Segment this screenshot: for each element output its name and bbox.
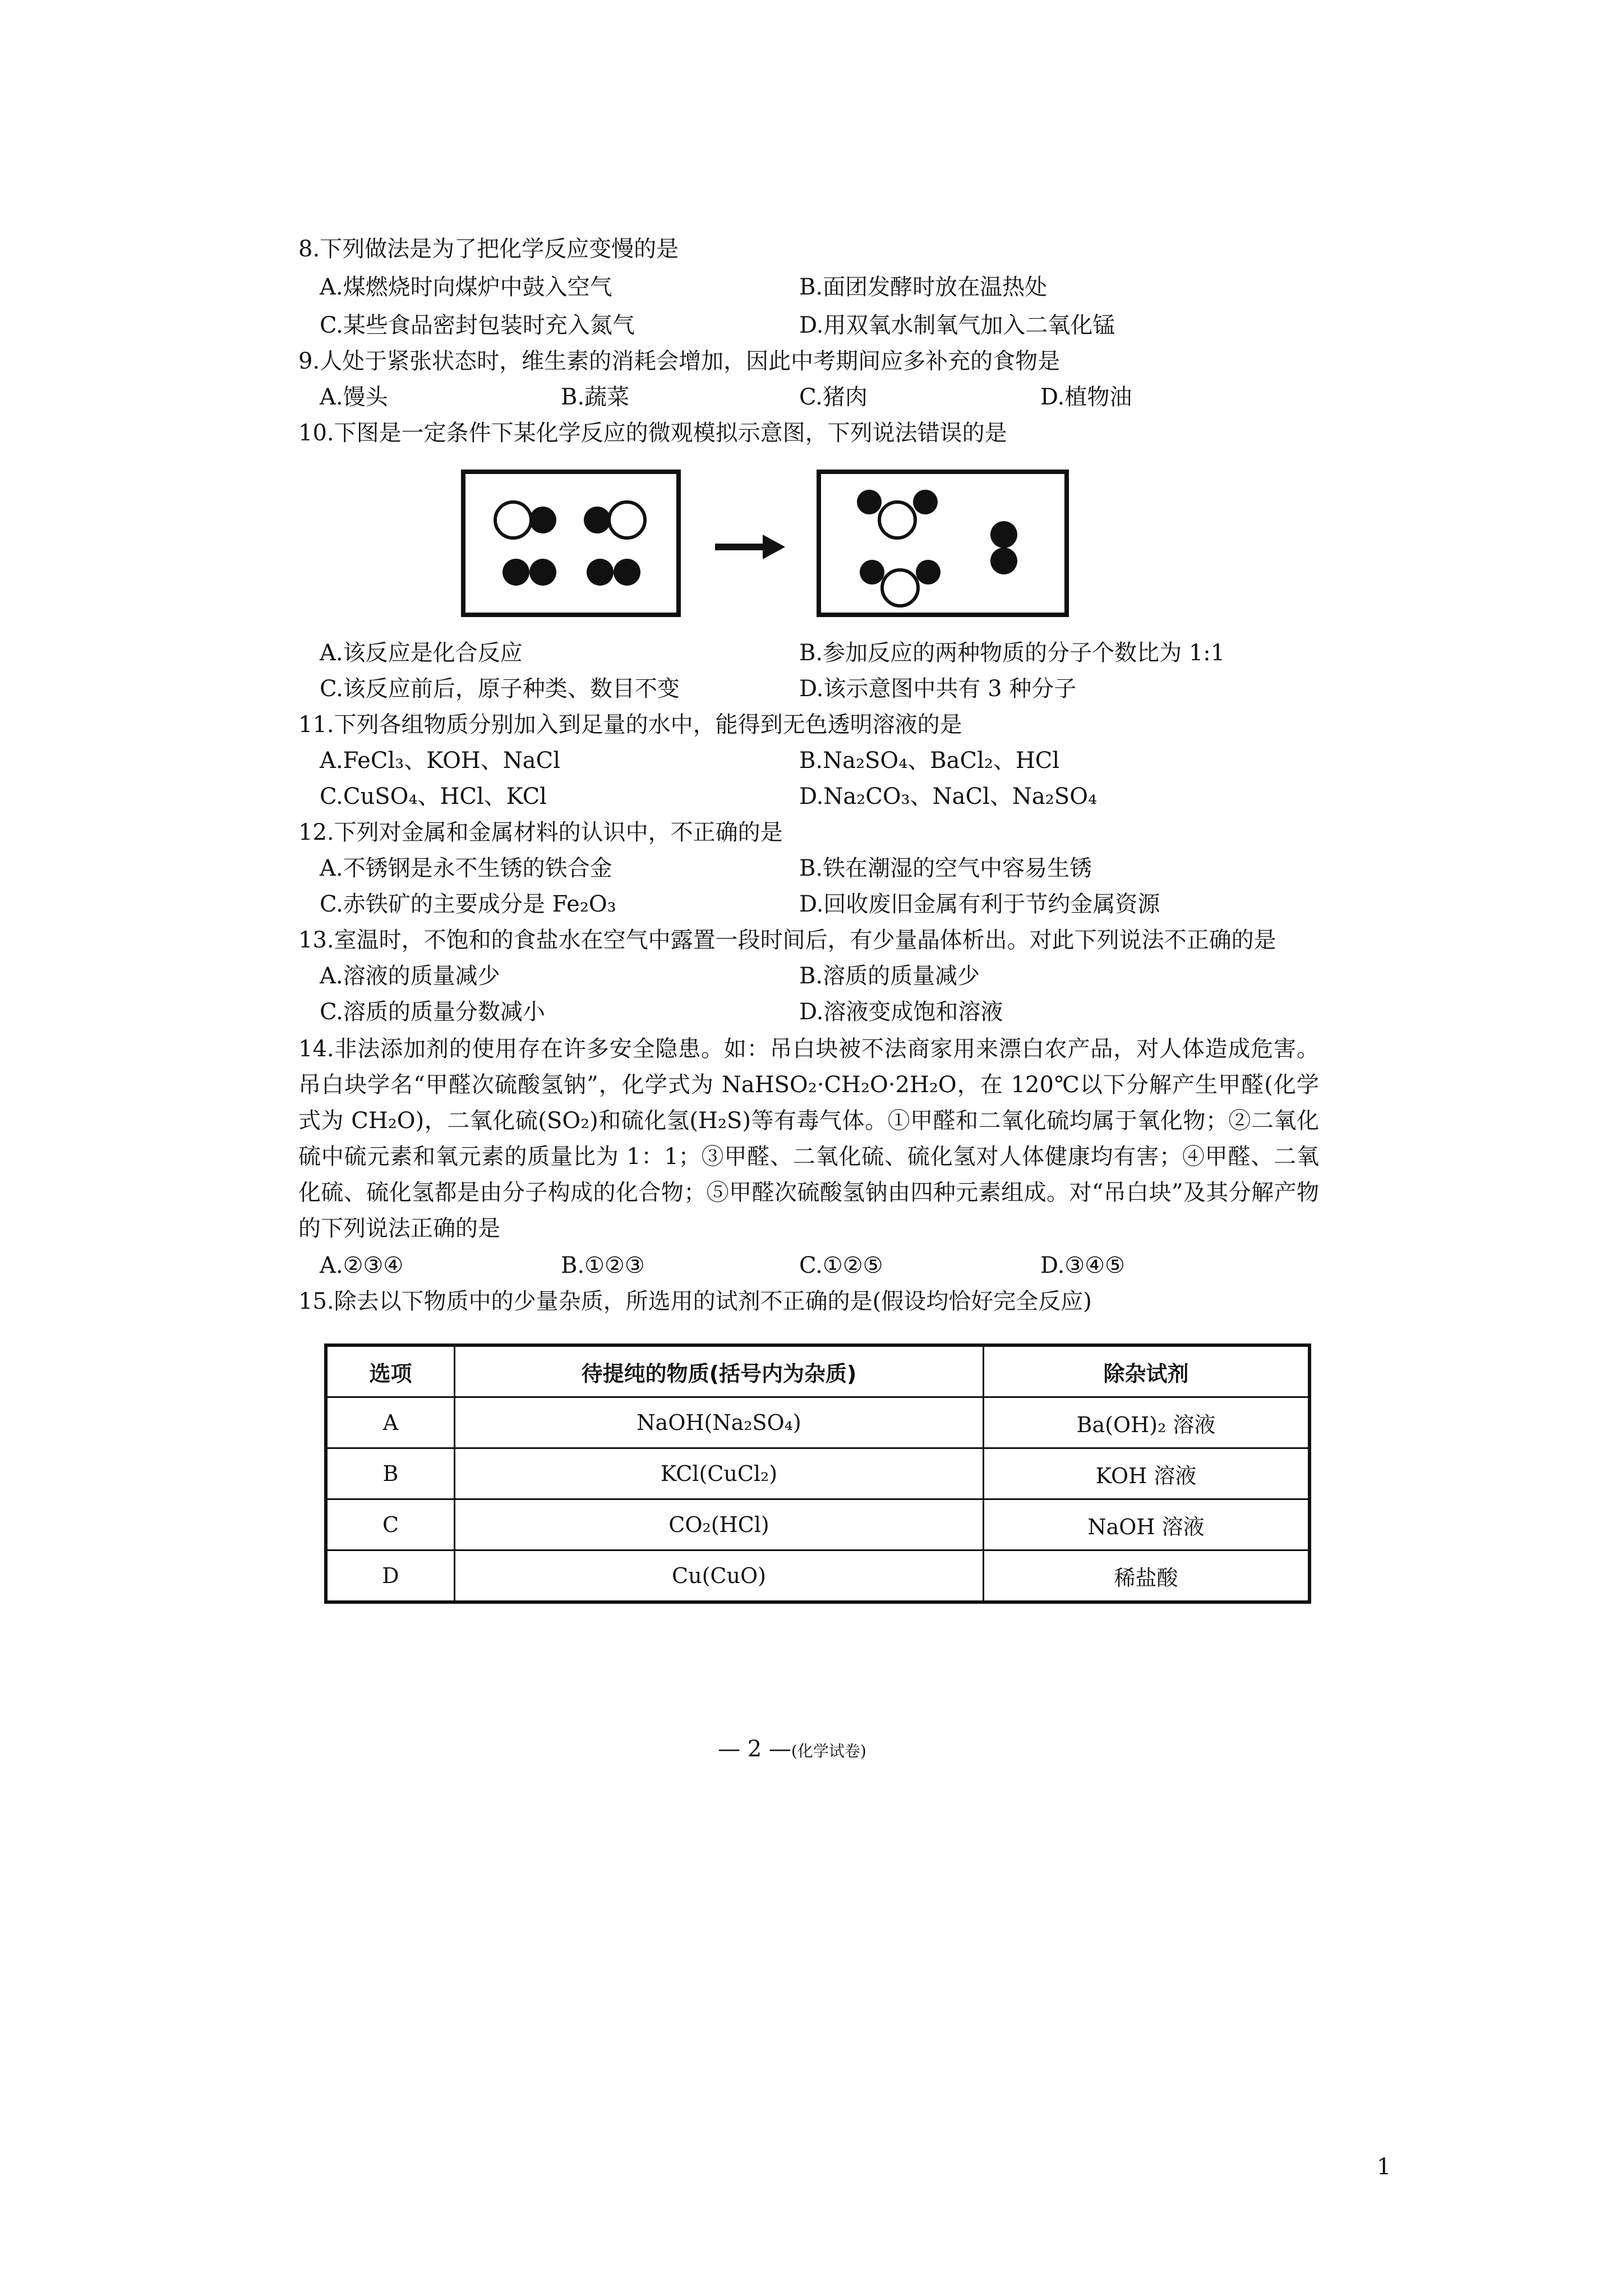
footer-subject-label: (化学试卷) <box>791 1742 866 1760</box>
page-footer <box>718 1736 866 1762</box>
question-12-option-d: D.回收废旧金属有利于节约金属资源 <box>799 891 1160 917</box>
reaction-micro-diagram <box>460 468 1071 620</box>
question-10-stem: 10.下图是一定条件下某化学反应的微观模拟示意图，下列说法错误的是 <box>298 420 1007 446</box>
question-13-option-d: D.溶液变成饱和溶液 <box>799 999 1003 1025</box>
question-12-option-b: B.铁在潮湿的空气中容易生锈 <box>799 855 1092 881</box>
reaction-arrow-icon <box>715 535 785 559</box>
question-11-stem: 11.下列各组物质分别加入到足量的水中，能得到无色透明溶液的是 <box>298 712 962 738</box>
question-10-option-d: D.该示意图中共有 3 种分子 <box>799 676 1077 702</box>
question-8-option-b: B.面团发酵时放在温热处 <box>799 274 1048 300</box>
table-cell-substance: KCl(CuCl₂) <box>455 1448 984 1499</box>
question-13-option-a: A.溶液的质量减少 <box>320 963 500 989</box>
table-cell-reagent: Ba(OH)₂ 溶液 <box>984 1397 1310 1448</box>
table-cell-reagent: KOH 溶液 <box>984 1448 1310 1499</box>
table-cell-option: A <box>326 1397 455 1448</box>
question-8-option-d: D.用双氧水制氧气加入二氧化锰 <box>799 312 1115 338</box>
question-11-option-c: C.CuSO₄、HCl、KCl <box>320 784 547 809</box>
table-cell-substance: CO₂(HCl) <box>455 1499 984 1550</box>
question-8-option-a: A.煤燃烧时向煤炉中鼓入空气 <box>320 274 612 300</box>
table-cell-substance: NaOH(Na₂SO₄) <box>455 1397 984 1448</box>
question-8-stem: 8.下列做法是为了把化学反应变慢的是 <box>298 236 679 262</box>
question-13-stem: 13.室温时，不饱和的食盐水在空气中露置一段时间后，有少量晶体析出。对此下列说法不正确的是 <box>298 927 1276 953</box>
question-11-option-d: D.Na₂CO₃、NaCl、Na₂SO₄ <box>799 784 1098 809</box>
table-row <box>326 1448 1310 1499</box>
product-box <box>819 472 1067 615</box>
table-row <box>326 1499 1310 1550</box>
question-9-option-c: C.猪肉 <box>799 384 868 410</box>
question-10-option-b: B.参加反应的两种物质的分子个数比为 1:1 <box>799 640 1225 666</box>
question-14-option-c: C.①②⑤ <box>799 1253 883 1278</box>
table-header-cell: 除杂试剂 <box>984 1345 1310 1397</box>
product-molecule-2 <box>860 560 940 606</box>
reactant-molecule-4 <box>587 559 640 586</box>
table-header-row <box>326 1345 1310 1397</box>
question-8-option-c: C.某些食品密封包装时充入氮气 <box>320 312 635 338</box>
question-14-text: 14.非法添加剂的使用存在许多安全隐患。如：吊白块被不法商家用来漂白农产品，对人体造成危害。吊白块学名“甲醛次硫酸氢钠”，化学式为 NaHSO₂·CH₂O·2H₂O，在 120℃以下分解产生甲醛(化学式为 CH₂O)，二氧化硫(SO₂)和硫化氢(H₂S)等有毒气体。①甲醛和二氧化硫均属于氧化物；②二氧化硫中硫元素和氧元素的质量比为 1：1；③甲醛、二氧化硫、硫化氢对人体健康均有害；④甲醛、二氧化硫、硫化氢都是由分子构成的化合物；⑤甲醛次硫酸氢钠由四种元素组成。对“吊白块”及其分解产物的下列说法正确的是 <box>298 1036 1319 1241</box>
table-row <box>326 1397 1310 1448</box>
question-15-stem: 15.除去以下物质中的少量杂质，所选用的试剂不正确的是(假设均恰好完全反应) <box>298 1289 1092 1314</box>
table-cell-reagent: 稀盐酸 <box>984 1550 1310 1603</box>
question-14-option-d: D.③④⑤ <box>1040 1253 1125 1278</box>
table-cell-reagent: NaOH 溶液 <box>984 1499 1310 1550</box>
reactant-box <box>463 472 679 615</box>
question-10-option-c: C.该反应前后，原子种类、数目不变 <box>320 676 680 702</box>
reactant-molecule-2 <box>584 502 645 538</box>
impurity-removal-table <box>324 1343 1311 1604</box>
question-9-stem: 9.人处于紧张状态时，维生素的消耗会增加，因此中考期间应多补充的食物是 <box>298 348 1061 374</box>
question-12-option-a: A.不锈钢是永不生锈的铁合金 <box>320 855 612 881</box>
question-11-option-b: B.Na₂SO₄、BaCl₂、HCl <box>799 748 1060 774</box>
product-molecule-3 <box>990 521 1017 574</box>
table-cell-option: C <box>326 1499 455 1550</box>
question-9-option-b: B.蔬菜 <box>561 384 630 410</box>
question-13-option-b: B.溶质的质量减少 <box>799 963 980 989</box>
question-10-option-a: A.该反应是化合反应 <box>320 640 523 666</box>
table-row <box>326 1550 1310 1603</box>
table-header-cell: 待提纯的物质(括号内为杂质) <box>455 1345 984 1397</box>
question-13-option-c: C.溶质的质量分数减小 <box>320 999 545 1025</box>
page-number: 1 <box>1377 2154 1391 2180</box>
reactant-molecule-3 <box>502 559 556 586</box>
question-14-option-a: A.②③④ <box>320 1253 404 1278</box>
question-12-option-c: C.赤铁矿的主要成分是 Fe₂O₃ <box>320 891 616 917</box>
table-cell-option: B <box>326 1448 455 1499</box>
table-cell-option: D <box>326 1550 455 1603</box>
table-cell-substance: Cu(CuO) <box>455 1550 984 1603</box>
table-header-cell: 选项 <box>326 1345 455 1397</box>
footer-page-label: — 2 — <box>718 1736 791 1762</box>
question-9-option-d: D.植物油 <box>1040 384 1132 410</box>
question-12-stem: 12.下列对金属和金属材料的认识中，不正确的是 <box>298 820 783 845</box>
question-11-option-a: A.FeCl₃、KOH、NaCl <box>320 748 561 774</box>
reactant-molecule-1 <box>495 502 556 538</box>
question-9-option-a: A.馒头 <box>320 384 388 410</box>
product-molecule-1 <box>857 490 938 538</box>
question-14-option-b: B.①②③ <box>561 1253 645 1278</box>
